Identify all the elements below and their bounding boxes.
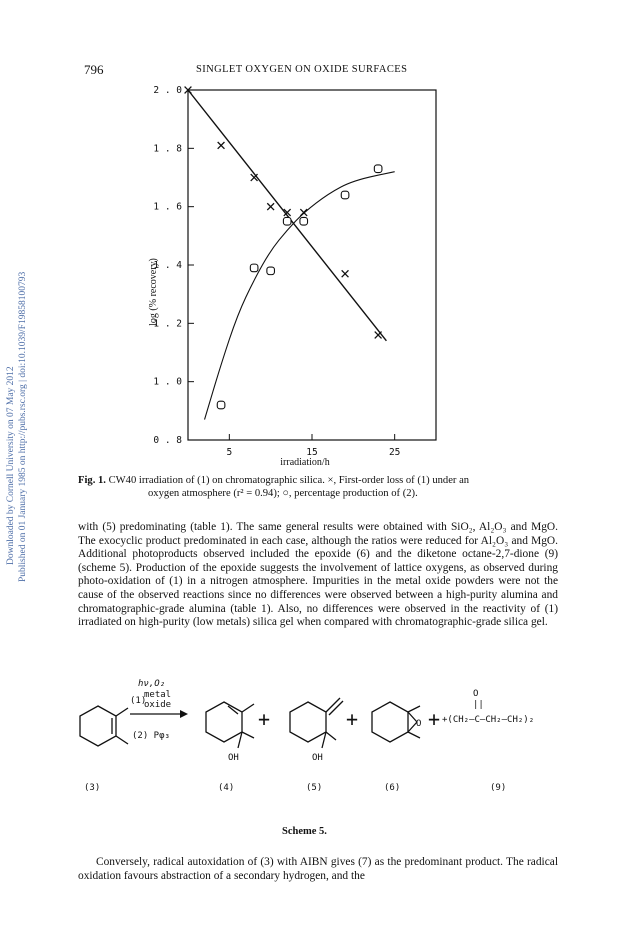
y-tick-label: 2 . 0 — [153, 85, 182, 96]
x-axis-label: irradiation/h — [280, 457, 330, 468]
carbonyl-oxygen: O — [473, 689, 479, 699]
scheme-title: Scheme 5. — [282, 826, 327, 837]
body-paragraph-2 — [78, 856, 558, 883]
chart-ticks — [153, 85, 400, 458]
figure-1-chart — [140, 78, 470, 470]
label-6: (6) — [384, 783, 401, 793]
page-number: 796 — [84, 62, 104, 77]
circle-marker — [217, 401, 225, 409]
production-fit-curve — [205, 172, 395, 420]
reaction-arrow — [130, 710, 188, 718]
y-tick-label: 1 . 2 — [153, 318, 182, 330]
reagent-1: (1) — [130, 696, 147, 706]
label-5: (5) — [306, 783, 323, 793]
running-title: SINGLET OXYGEN ON OXIDE SURFACES — [196, 64, 408, 75]
x-tick-label: 5 — [226, 447, 233, 458]
carbonyl-bond: || — [473, 700, 484, 710]
download-watermark — [2, 170, 28, 590]
oh-label-4: OH — [228, 753, 239, 763]
body-paragraph-1: with (5) predominating (table 1). The same general results were obtained with SiO₂, Al₂O₃ and MgO. The exocyclic product predominated in each case, although the ratios were reduced for Al₂O₃ and MgO. Additional photoproducts observed included the epoxide (6) and the diketone octane-2,7-dione (9) (scheme 5). Production of the epoxide suggests the involvement of lattice oxygens, as observed during photo-oxidation of (1) in a nitrogen atmosphere. Impurities in the metal oxide powders were not the cause of the observed reactions since no differences were observed between a high-purity alumina and chromatographic-grade alumina (table 1). Also, no differences were observed in the reactivity of (1) irradiated on high-purity (low metals) silica gel when compared with chromatographic-grade silica gel. — [78, 521, 558, 629]
cross-marker — [300, 209, 307, 216]
plus-3: + — [428, 707, 441, 731]
y-axis-label: log (% recovery) — [148, 258, 159, 326]
caption-line-2: oxygen atmosphere (r² = 0.94); ○, percentage production of (2). — [148, 488, 418, 499]
circle-marker — [250, 264, 258, 272]
reagent-1b: oxide — [144, 700, 172, 710]
circle-marker — [374, 165, 382, 173]
cross-marker — [375, 332, 382, 339]
reagent-1a: metal — [144, 690, 172, 700]
compound-6-structure — [372, 702, 420, 742]
y-tick-label: 1 . 8 — [153, 143, 182, 155]
circle-marker — [283, 217, 291, 225]
plus-1: + — [258, 707, 271, 731]
cross-marker — [267, 203, 274, 210]
compound-4-structure — [206, 702, 254, 748]
first-order-fit-line — [188, 90, 386, 341]
y-tick-label: 1 . 4 — [153, 260, 182, 271]
label-9: (9) — [490, 783, 507, 793]
body-paragraph-2-text: Conversely, radical autoxidation of (3) with AIBN gives (7) as the predominant product. The radical oxidation favours abstraction of a secondary hydrogen, and the — [78, 856, 558, 882]
reagent-2: (2) Pφ₃ — [132, 731, 170, 741]
figure-caption — [78, 474, 568, 500]
watermark-line-2: Published on 01 January 1985 on http://pubs.rsc.org | doi:10.1039/F19858100793 — [18, 271, 28, 582]
cross-marker — [218, 142, 225, 149]
circle-marker — [341, 191, 349, 199]
y-tick-label: 1 . 6 — [153, 201, 182, 213]
watermark-line-1: Downloaded by Cornell University on 07 May 2012 — [6, 366, 16, 565]
cross-marker — [342, 270, 349, 277]
circle-marker — [300, 217, 308, 225]
chart-axes — [188, 90, 436, 440]
oh-label-5: OH — [312, 753, 323, 763]
diketone-formula: +(CH₂–C–CH₂–CH₂)₂ — [442, 715, 535, 725]
circle-marker — [267, 267, 275, 275]
caption-line-1: CW40 irradiation of (1) on chromatographic silica. ×, First-order loss of (1) under an — [105, 475, 470, 486]
x-tick-label: 25 — [388, 447, 401, 458]
scheme-5 — [70, 676, 570, 826]
plus-2: + — [346, 707, 359, 731]
label-4: (4) — [218, 783, 235, 793]
reagent-top: hν,O₂ — [138, 679, 166, 689]
y-tick-label: 0 . 8 — [153, 435, 182, 446]
epoxide-oxygen: O — [416, 719, 422, 729]
y-tick-label: 1 . 0 — [153, 376, 182, 388]
chart-fit-lines — [188, 90, 395, 420]
compound-3-structure — [80, 706, 128, 746]
figure-label: Fig. 1. — [78, 475, 106, 486]
compound-5-structure — [290, 698, 343, 748]
chart-markers — [185, 87, 382, 409]
x-tick-label: 15 — [306, 447, 318, 458]
label-3: (3) — [84, 783, 101, 793]
plot-frame — [188, 90, 436, 440]
